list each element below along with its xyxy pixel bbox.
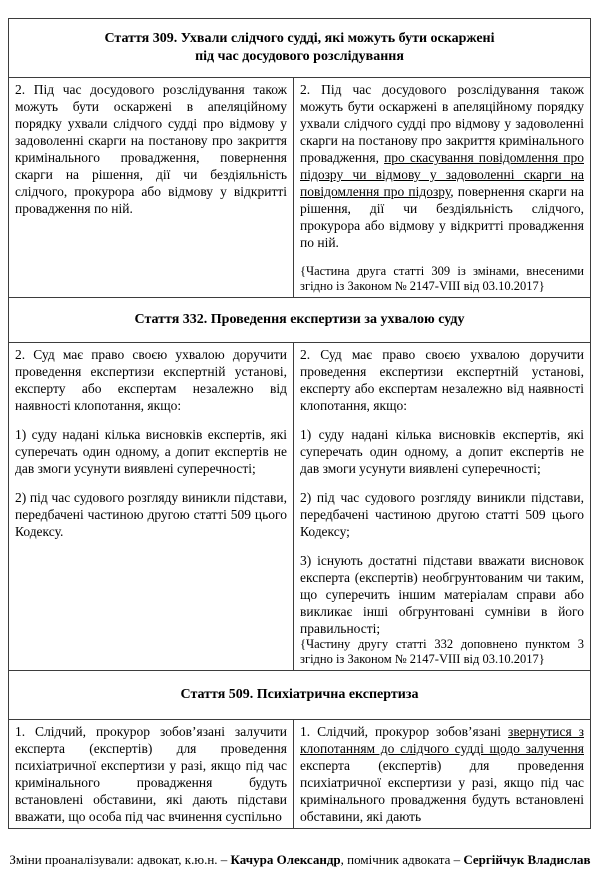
section-309-header: [9, 19, 591, 78]
section-509-header: [9, 671, 591, 720]
section-309-header-line2: під час досудового розслідування: [195, 49, 404, 64]
section-309-old-version-cell: [9, 78, 294, 298]
table-row: [9, 78, 591, 298]
table-row: [9, 720, 591, 829]
paragraph: 3) існують достатні підстави вважати висновок експерта (експертів) необгрунтованим чи таким, що суперечить іншим матеріалам справи або викликає інші обгрунтовані сумніви в його правильності;: [300, 553, 584, 636]
paragraph: 1. Слідчий, прокурор зобов’язані звернутися з клопотанням до слідчого судді щодо залучення експерта (експертів) для проведення психіатричної експертизи у разі, якщо під час кримінального провадження будуть встановлені обставини, які дають: [300, 724, 584, 824]
paragraph: {Частина друга статті 309 із змінами, внесеними згідно із Законом № 2147-VIII від 03.10.2017}: [300, 264, 584, 293]
section-309-new-version-cell: [294, 78, 591, 298]
analysts-credit-line: [0, 852, 600, 868]
credit-prefix: Зміни проаналізували: адвокат, к.ю.н. –: [9, 852, 231, 867]
paragraph: 2. Під час досудового розслідування також можуть бути оскаржені в апеляційному порядку ухвали слідчого судді про відмову у задоволенні скарги на постанову про закриття кримінального провадження, повернення скарги на рішення, дії чи бездіяльність слідчого, прокурора або відмову у відкритті провадження по ній.: [15, 82, 287, 216]
analyst-name-2: Сергійчук Владислав: [463, 852, 591, 867]
paragraph: 2. Суд має право своєю ухвалою доручити проведення експертизи експертній установі, експерту або експертам незалежно від наявності клопотання, якщо:: [300, 347, 584, 413]
section-509-header-line1: Стаття 509. Психіатрична експертиза: [180, 687, 419, 702]
credit-separator: , помічник адвоката –: [340, 852, 464, 867]
paragraph: 1) суду надані кілька висновків експертів, які суперечать один одному, а допит експертів не дав змоги усунути виявлені суперечності;: [15, 427, 287, 476]
paragraph: 1) суду надані кілька висновків експертів, які суперечать один одному, а допит експертів не дав змоги усунути виявлені суперечності;: [300, 427, 584, 476]
section-509-new-version-cell: [294, 720, 591, 829]
paragraph: {Частину другу статті 332 доповнено пунктом 3 згідно із Законом № 2147-VIII від 03.10.2017}: [300, 637, 584, 666]
section-332-new-version-cell: [294, 343, 591, 671]
table-row: [9, 19, 591, 78]
table-row: [9, 298, 591, 343]
table-row: [9, 343, 591, 671]
paragraph: 2) під час судового розгляду виникли підстави, передбачені частиною другою статті 509 цього Кодексу;: [300, 490, 584, 539]
paragraph: 2) під час судового розгляду виникли підстави, передбачені частиною другою статті 509 цього Кодексу.: [15, 490, 287, 539]
law-comparison-table: [8, 18, 591, 829]
paragraph: 1. Слідчий, прокурор зобов’язані залучити експерта (експертів) для проведення психіатричної експертизи у разі, якщо під час кримінального провадження будуть встановлені обставини, які дають підстави вважати, що особа під час вчинення суспільно: [15, 724, 287, 824]
analyst-name-1: Качура Олександр: [230, 852, 341, 867]
section-309-header-line1: Стаття 309. Ухвали слідчого судді, які можуть бути оскаржені: [104, 31, 495, 46]
section-332-old-version-cell: [9, 343, 294, 671]
section-332-header: [9, 298, 591, 343]
table-row: [9, 671, 591, 720]
section-332-header-line1: Стаття 332. Проведення експертизи за ухвалою суду: [134, 312, 465, 327]
paragraph: 2. Під час досудового розслідування також можуть бути оскаржені в апеляційному порядку ухвали слідчого судді про відмову у задоволенні скарги на постанову про закриття кримінального провадження, про скасування повідомлення про підозру чи відмову у задоволенні скарги на повідомлення про підозру, повернення скарги на рішення, дії чи бездіяльність слідчого, прокурора або відмову у відкритті провадження по ній.: [300, 82, 584, 250]
paragraph: 2. Суд має право своєю ухвалою доручити проведення експертизи експертній установі, експерту або експертам незалежно від наявності клопотання, якщо:: [15, 347, 287, 413]
section-509-old-version-cell: [9, 720, 294, 829]
